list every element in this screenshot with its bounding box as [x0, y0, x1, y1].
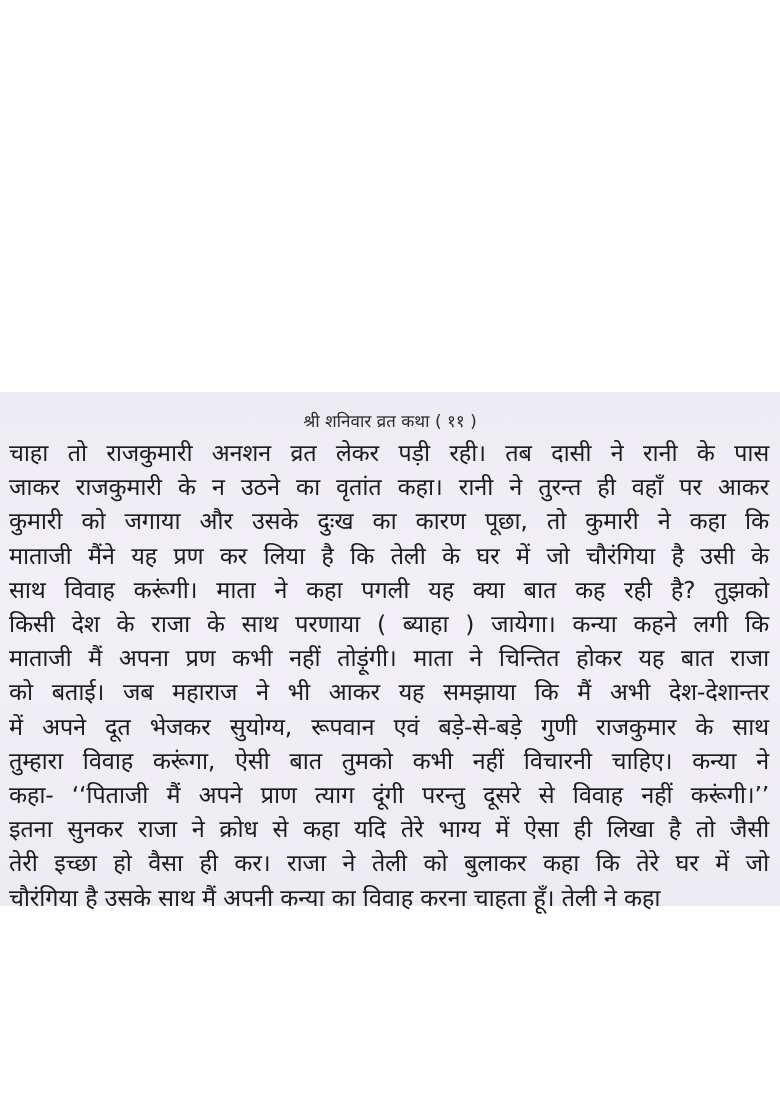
text-line: साथ विवाह करूंगी। माता ने कहा पगली यह क्या बात कह रही है? तुझको — [9, 575, 769, 604]
text-line: में अपने दूत भेजकर सुयोग्य, रूपवान एवं बड़े-से-बड़े गुणी राजकुमार के साथ — [9, 712, 769, 741]
text-line: चाहा तो राजकुमारी अनशन व्रत लेकर पड़ी रही। तब दासी ने रानी के पास — [9, 439, 769, 467]
text-line: इतना सुनकर राजा ने क्रोध से कहा यदि तेरे भाग्य में ऐसा ही लिखा है तो जैसी — [9, 815, 769, 844]
page-header: श्री शनिवार व्रत कथा ( ११ ) — [303, 412, 477, 432]
text-line: माताजी मैं अपना प्रण कभी नहीं तोड़ूंगी। माता ने चिन्तित होकर यह बात राजा — [9, 644, 769, 673]
text-line: कहा- ‘‘पिताजी मैं अपने प्राण त्याग दूंगी परन्तु दूसरे से विवाह नहीं करूंगी।’’ — [9, 781, 769, 810]
text-line: तेरी इच्छा हो वैसा ही कर। राजा ने तेली को बुलाकर कहा कि तेरे घर में जो — [9, 849, 769, 878]
scanned-page — [0, 392, 780, 912]
text-line: तुम्हारा विवाह करूंगा, ऐसी बात तुमको कभी नहीं विचारनी चाहिए। कन्या ने — [9, 746, 769, 775]
text-line: किसी देश के राजा के साथ परणाया ( ब्याहा ) जायेगा। कन्या कहने लगी कि — [9, 610, 769, 639]
text-line: कुमारी को जगाया और उसके दुःख का कारण पूछा, तो कुमारी ने कहा कि — [9, 507, 769, 536]
text-line: को बताई। जब महाराज ने भी आकर यह समझाया कि मैं अभी देश-देशान्तर — [9, 678, 769, 707]
body-text — [9, 436, 769, 915]
text-line: चौरंगिया है उसके साथ मैं अपनी कन्या का विवाह करना चाहता हूँ। तेली ने कहा — [9, 883, 661, 912]
text-line: माताजी मैंने यह प्रण कर लिया है कि तेली के घर में जो चौरंगिया है उसी के — [9, 541, 769, 570]
text-line: जाकर राजकुमारी के न उठने का वृतांत कहा। रानी ने तुरन्त ही वहाँ पर आकर — [9, 473, 769, 502]
